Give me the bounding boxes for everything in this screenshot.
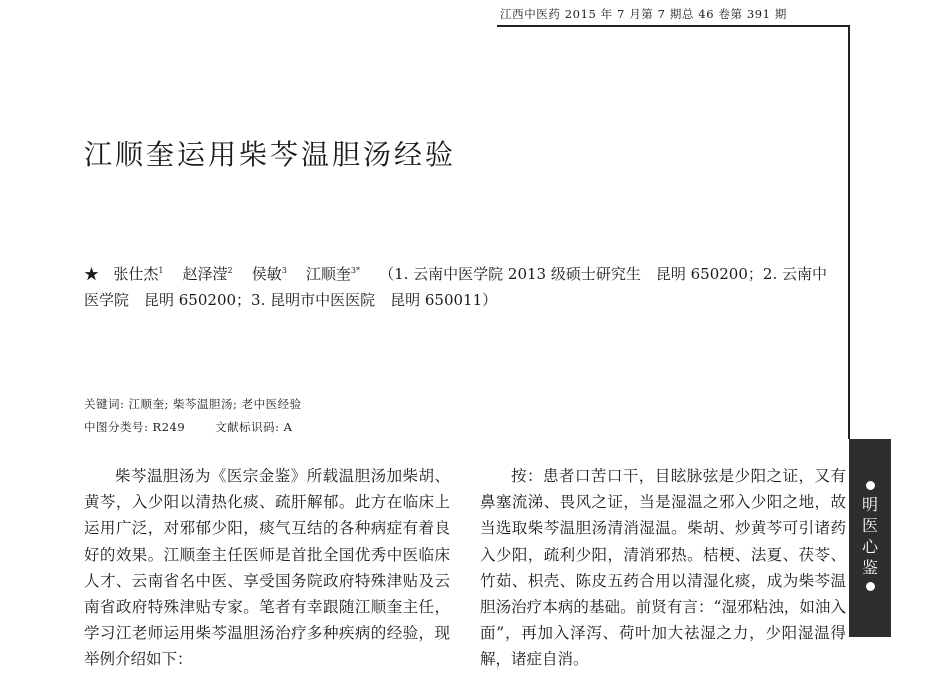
author-block [84, 258, 844, 313]
author-affiliation-mark: 2 [227, 266, 233, 275]
keywords: 关键词: 江顺奎; 柴芩温胆汤; 老中医经验 [84, 397, 302, 411]
clc-number: 中图分类号: R249 [84, 420, 186, 434]
running-header: 江西中医药 2015 年 7 月第 7 期总 46 卷第 391 期 [500, 7, 787, 21]
body-column-left [84, 463, 450, 673]
bullet-dot-icon [866, 582, 875, 591]
intro-paragraph: 柴芩温胆汤为《医宗金鉴》所载温胆汤加柴胡、黄芩，入少阳以清热化痰、疏肝解郁。此方在临床上运用广泛，对邪郁少阳，痰气互结的各种病症有着良好的效果。江顺奎主任医师是首批全国优秀中医临床人才、云南省名中医、享受国务院政府特殊津贴及云南省政府特殊津贴专家。笔者有幸跟随江顺奎主任，学习江老师运用柴芩温胆汤治疗多种疾病的经验，现举例介绍如下： [84, 467, 450, 669]
author-affiliation-mark: 1 [158, 266, 164, 275]
header-rule [497, 25, 849, 27]
section-side-tab [849, 439, 891, 637]
commentary-paragraph: 按：患者口苦口干，目眩脉弦是少阳之证，又有鼻塞流涕、畏风之证，当是湿温之邪入少阳之地，故当选取柴芩温胆汤清消湿温。柴胡、炒黄芩可引诸药入少阳，疏利少阳，清消邪热。桔梗、法夏、茯苓、竹茹、枳壳、陈皮五药合用以清湿化痰，成为柴芩温胆汤治疗本病的基础。前贤有言：“湿邪粘浊，如油入面”，再加入泽泻、荷叶加大祛湿之力，少阳湿温得解，诸症自消。 [480, 467, 846, 669]
side-tab-char: 心 [861, 537, 878, 556]
author-name: 侯敏 [251, 265, 282, 283]
bullet-dot-icon [866, 481, 875, 490]
author-name: 赵泽滢 [182, 265, 228, 283]
author-line-1 [84, 258, 844, 287]
author-affiliation-mark: 3 [281, 266, 287, 275]
affiliations-line-2: 医学院 昆明 650200；3. 昆明市中医医院 昆明 650011） [84, 291, 498, 309]
body-column-right [480, 463, 846, 673]
classification-line [84, 419, 292, 435]
right-margin-rule [848, 25, 850, 439]
document-code: 文献标识码: A [215, 420, 293, 434]
side-tab-char: 医 [861, 516, 878, 535]
star-icon: ★ [84, 265, 100, 283]
affiliations-line-1: （1. 云南中医学院 2013 级硕士研究生 昆明 650200；2. 云南中 [379, 265, 827, 283]
author-name: 张仕杰 [113, 265, 159, 283]
side-tab-char: 鉴 [861, 558, 878, 577]
author-affiliation-mark: 3* [350, 266, 360, 275]
side-tab-char: 明 [861, 495, 878, 514]
article-title: 江顺奎运用柴芩温胆汤经验 [84, 138, 457, 171]
author-name: 江顺奎 [305, 265, 351, 283]
